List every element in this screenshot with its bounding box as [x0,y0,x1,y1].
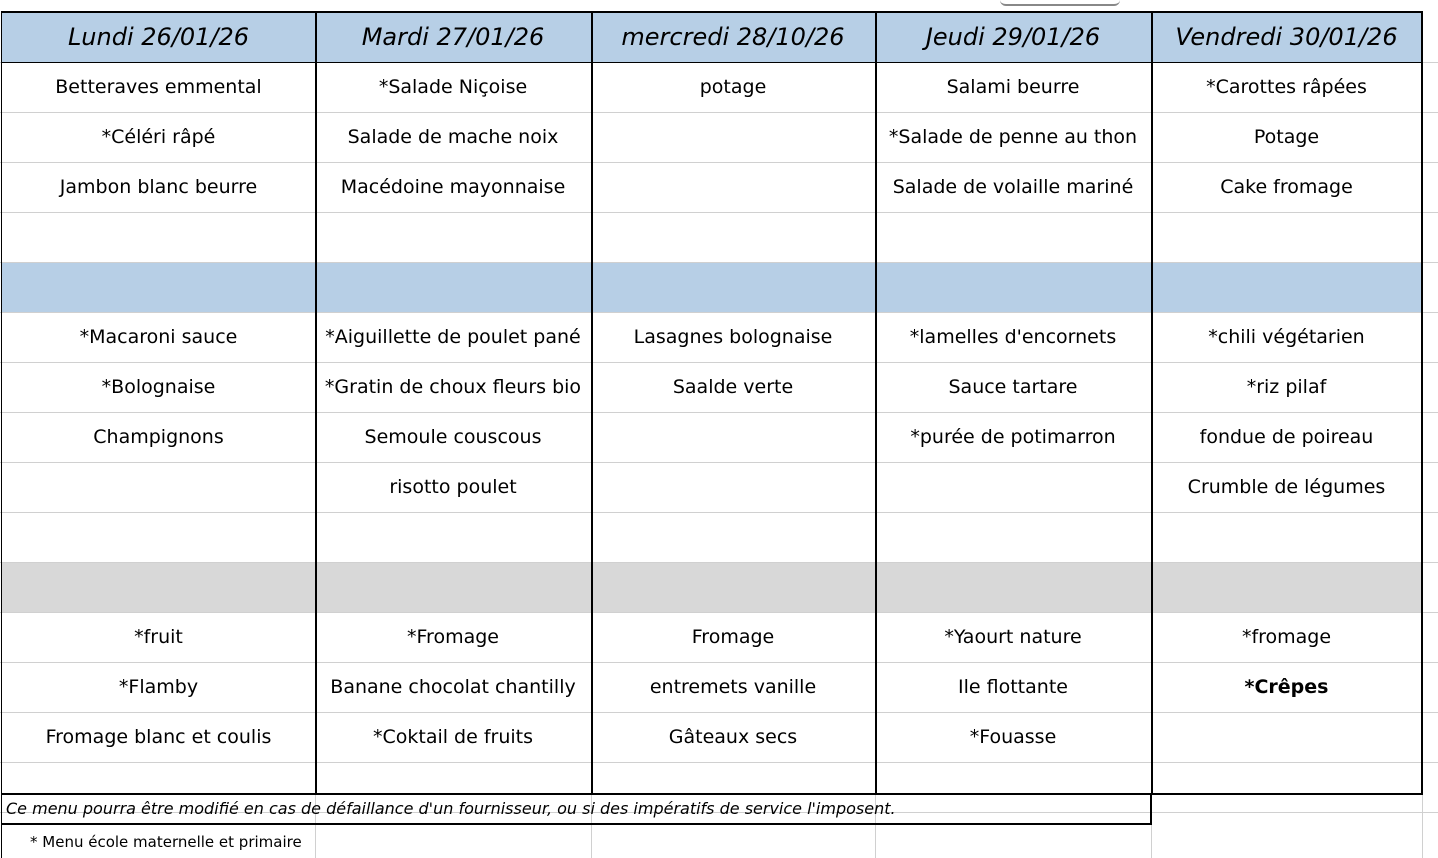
main-item: *Macaroni sauce [79,326,238,348]
dessert-item: *Fouasse [969,726,1057,748]
starter-item: *Céléri râpé [101,126,216,148]
dessert-item: *fromage [1241,626,1332,648]
note-border [2,823,1152,825]
main-item: *Gratin de choux fleurs bio [324,376,582,398]
main-item: *Aiguillette de poulet pané [325,326,581,348]
dessert-item: Fromage blanc et coulis [45,726,272,748]
menu-disclaimer: Ce menu pourra être modifié en cas de défaillance d'un fournisseur, ou si des impératifs de service l'imposent. [6,799,896,818]
main-item: *Bolognaise [101,376,216,398]
main-item: Champignons [93,426,224,448]
grid-line [1422,795,1423,858]
column-border [1151,11,1153,795]
day-header: Mardi 27/01/26 [361,23,545,51]
dessert-item: *Coktail de fruits [372,726,534,748]
dessert-item: *fruit [134,626,183,648]
dessert-item: *Flamby [118,676,199,698]
dessert-item: *Crêpes [1244,676,1329,698]
starter-item: *Carottes râpées [1206,76,1367,98]
day-header: Vendredi 30/01/26 [1175,23,1398,51]
main-item: Crumble de légumes [1187,476,1386,498]
logo-fragment [1000,0,1120,6]
asterisk-legend: * Menu école maternelle et primaire [30,833,302,851]
dessert-item: Ile flottante [958,676,1068,698]
column-border [875,11,877,795]
starter-item: Cake fromage [1220,176,1353,198]
starter-item: *Salade de penne au thon [888,126,1138,148]
starter-item: Salade de mache noix [347,126,559,148]
table-border [2,62,1423,63]
main-item: Semoule couscous [364,426,542,448]
main-item: *chili végétarien [1208,326,1365,348]
table-border [1421,11,1423,795]
main-item: *riz pilaf [1246,376,1327,398]
starter-item: Betteraves emmental [55,76,262,98]
grid-line [0,212,1438,213]
dessert-item: *Fromage [407,626,499,648]
note-border [1150,793,1152,825]
column-border [591,11,593,795]
main-item: *lamelles d'encornets [909,326,1117,348]
main-item: risotto poulet [389,476,517,498]
day-header: Jeudi 29/01/26 [925,23,1101,51]
starter-item: Macédoine mayonnaise [340,176,566,198]
main-item: fondue de poireau [1199,426,1374,448]
grid-line [0,512,1438,513]
grid-line [0,762,1438,763]
table-border [1,11,2,858]
starter-item: Salami beurre [946,76,1080,98]
starter-item: potage [699,76,767,98]
day-header: Lundi 26/01/26 [67,23,250,51]
grid-line [0,562,1438,563]
dessert-item: Banane chocolat chantilly [330,676,576,698]
main-item: Saalde verte [672,376,794,398]
starter-item: Salade de volaille mariné [892,176,1134,198]
main-item: Lasagnes bolognaise [633,326,833,348]
section-separator-desserts [2,562,1422,612]
main-item: *purée de potimarron [910,426,1116,448]
dessert-item: entremets vanille [649,676,817,698]
starter-item: Potage [1253,126,1320,148]
column-border [315,11,317,795]
section-separator-mains [2,262,1422,312]
main-item: Sauce tartare [948,376,1078,398]
dessert-item: *Yaourt nature [944,626,1082,648]
table-border [2,11,1423,13]
starter-item: *Salade Niçoise [378,76,528,98]
grid-line [0,262,1438,263]
day-header: mercredi 28/10/26 [621,23,845,51]
starter-item: Jambon blanc beurre [59,176,258,198]
dessert-item: Gâteaux secs [668,726,798,748]
dessert-item: Fromage [691,626,775,648]
